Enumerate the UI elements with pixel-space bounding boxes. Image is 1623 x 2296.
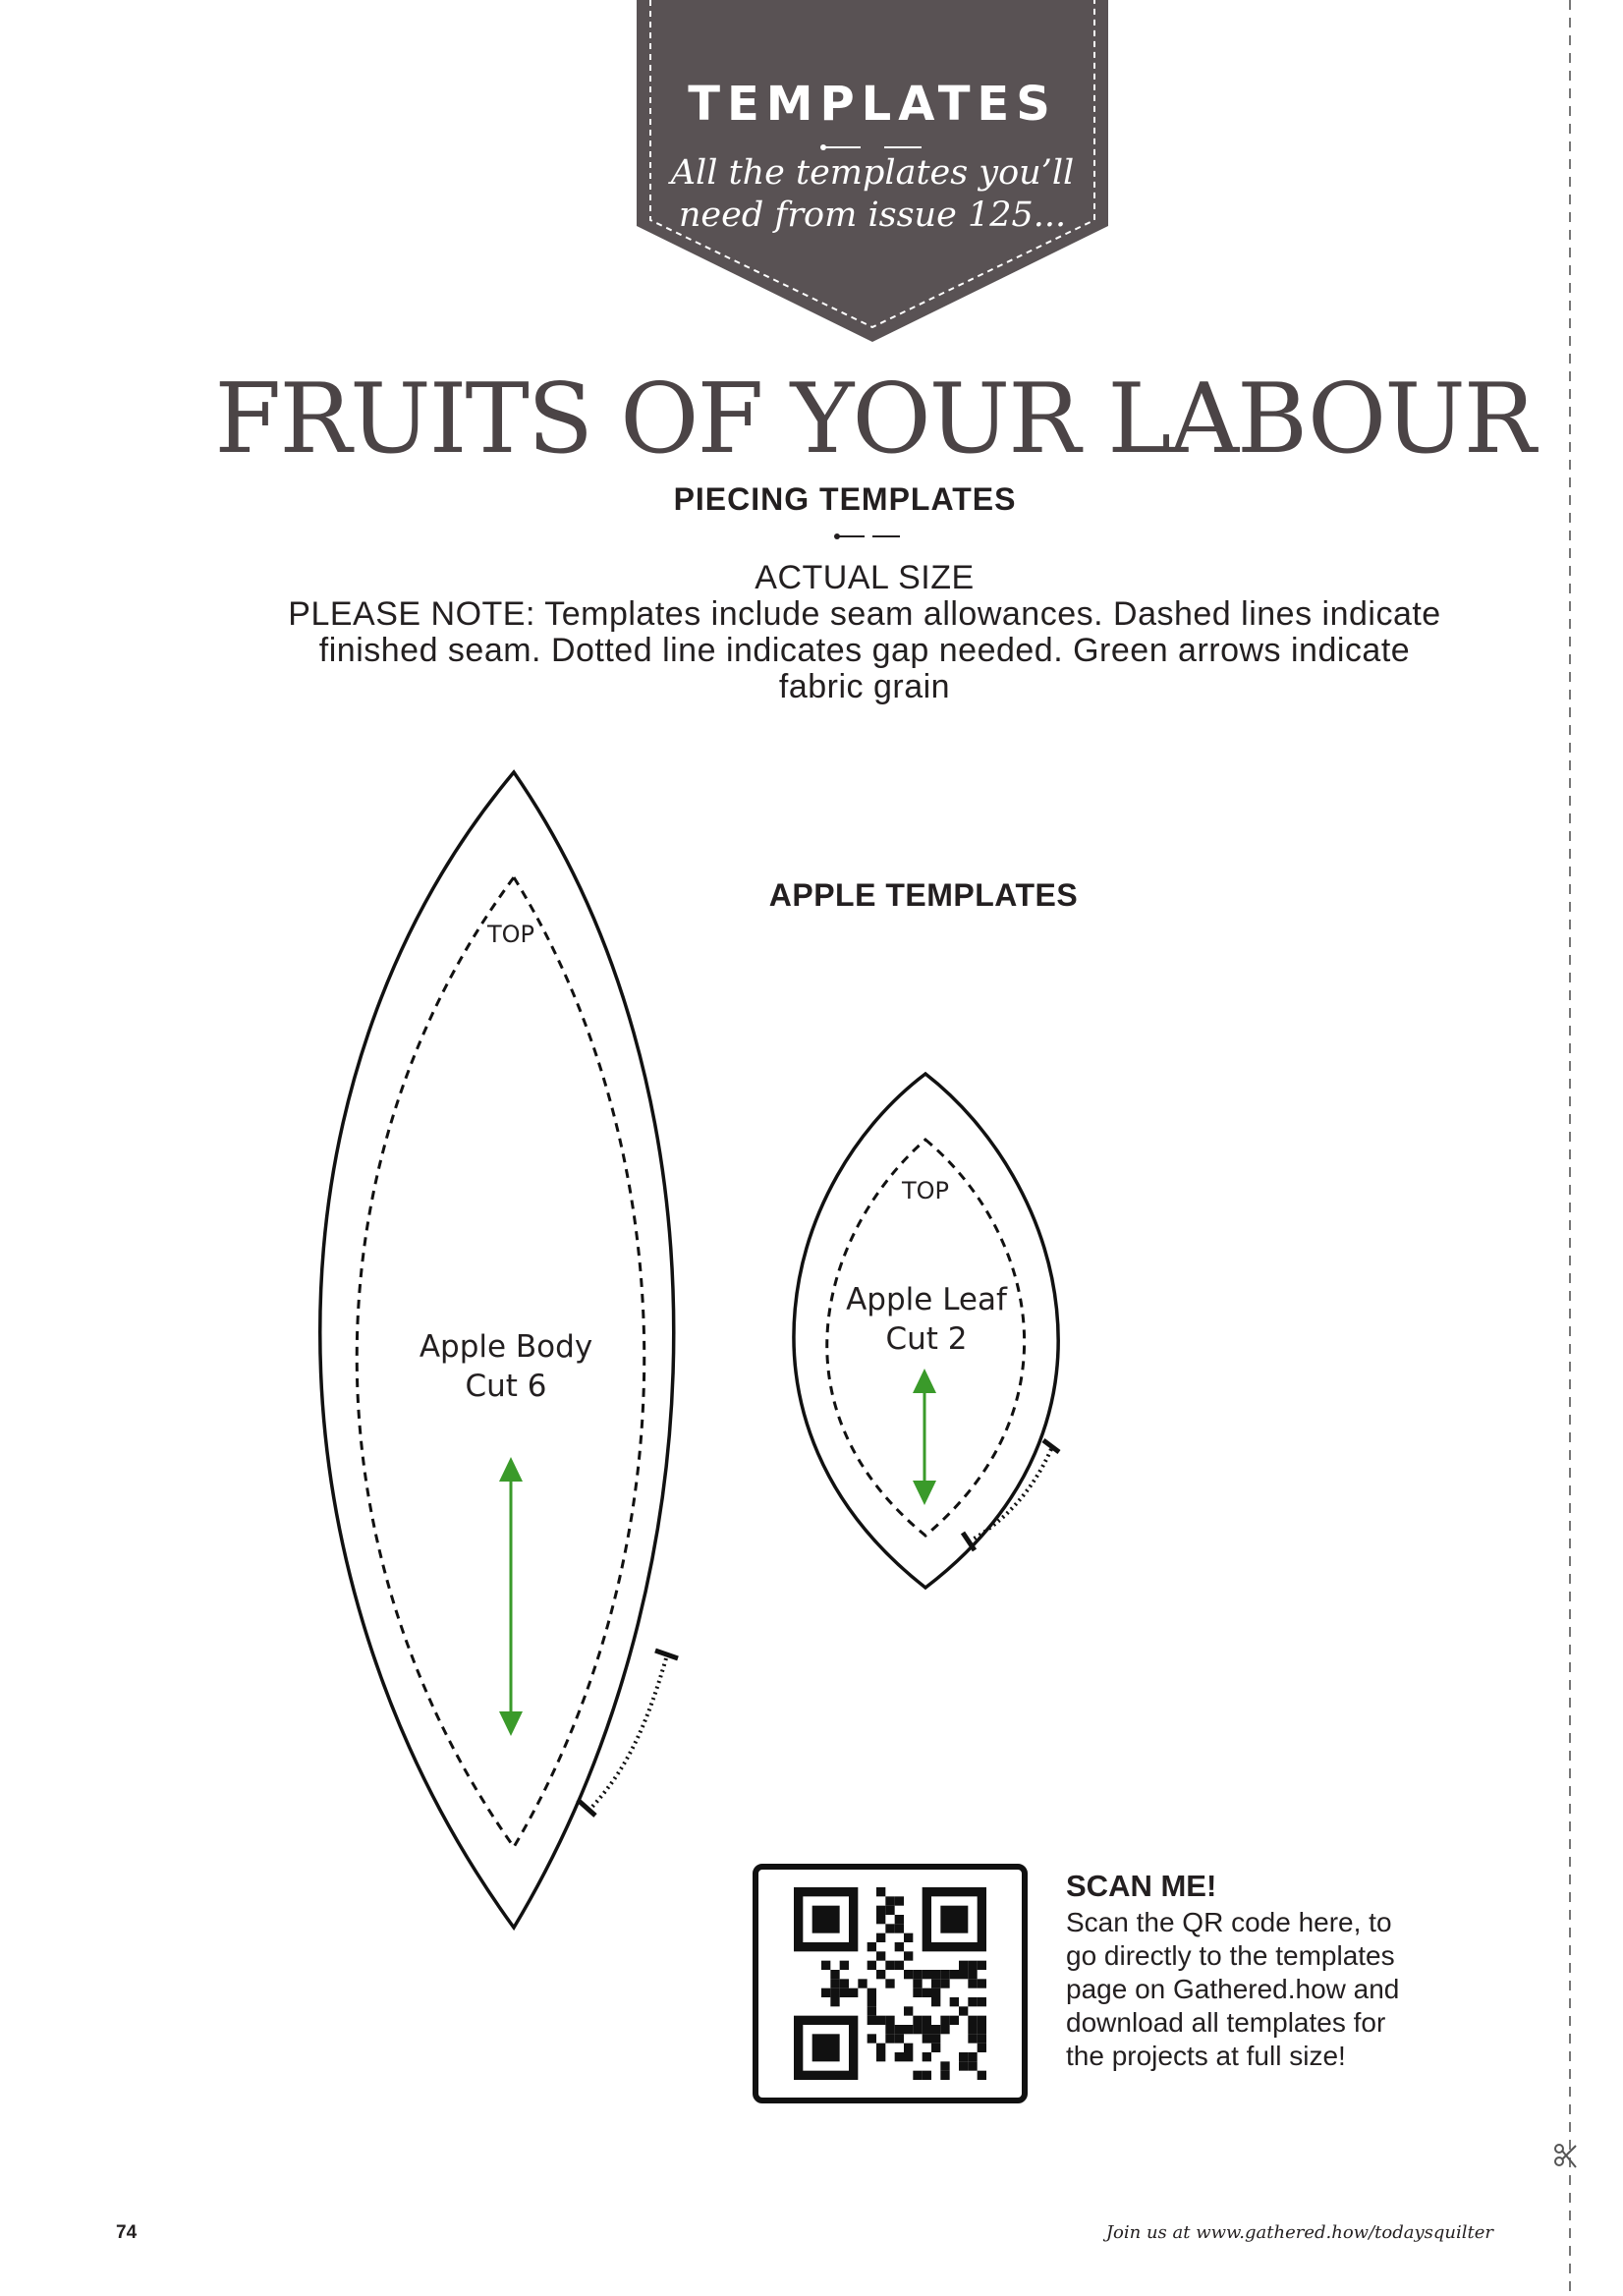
scan-me-line-5: the projects at full size!: [1066, 2041, 1346, 2071]
note-line-2: finished seam. Dotted line indicates gap needed. Green arrows indicate: [318, 632, 1411, 669]
apple-leaf-template: [794, 1074, 1059, 1588]
footer-url[interactable]: Join us at www.gathered.how/todaysquilter: [1105, 2222, 1493, 2243]
apple-body-top-label: TOP: [486, 921, 535, 948]
apple-body-gap-end: [578, 1800, 595, 1816]
banner-subtitle-line-2: need from issue 125...: [678, 196, 1067, 235]
apple-body-gap-start: [655, 1651, 678, 1658]
apple-leaf-name: Apple Leaf: [846, 1282, 1007, 1317]
apple-leaf-arrow-down: [913, 1481, 936, 1505]
scissors-icon: [1555, 2145, 1576, 2167]
banner-subtitle-line-1: All the templates you’ll: [670, 153, 1075, 193]
qr-code[interactable]: [753, 1864, 1028, 2103]
apple-body-name: Apple Body: [419, 1329, 593, 1365]
page-number: 74: [116, 2222, 138, 2243]
section-label: PIECING TEMPLATES: [673, 481, 1017, 517]
apple-body-arrow-down: [499, 1711, 523, 1736]
qr-code-pattern: [788, 1887, 992, 2080]
apple-body-arrow-up: [499, 1457, 523, 1482]
apple-leaf-arrow-up: [913, 1369, 936, 1393]
apple-leaf-cut: Cut 2: [885, 1321, 968, 1357]
scan-me-text: [1066, 1906, 1479, 2073]
cut-line: [1554, 0, 1584, 2296]
scan-me-line-4: download all templates for: [1066, 2007, 1386, 2038]
apple-body-cut: Cut 6: [465, 1369, 547, 1404]
note-line-3: fabric grain: [778, 668, 951, 705]
apple-body-gap-dots: [589, 1658, 666, 1810]
apple-leaf-top-label: TOP: [901, 1177, 950, 1204]
scan-me-line-3: page on Gathered.how and: [1066, 1974, 1400, 2004]
actual-size-label: ACTUAL SIZE: [755, 559, 975, 596]
scan-me-line-2: go directly to the templates: [1066, 1940, 1395, 1971]
note-line-1: PLEASE NOTE: Templates include seam allowances. Dashed lines indicate: [288, 595, 1441, 633]
apple-body-template: [320, 772, 678, 1928]
scan-me-line-1: Scan the QR code here, to: [1066, 1907, 1392, 1937]
page-title: FRUITS OF YOUR LABOUR: [214, 364, 1535, 476]
banner-title: TEMPLATES: [688, 77, 1057, 132]
apple-templates-heading: APPLE TEMPLATES: [768, 877, 1079, 913]
scan-me-heading: SCAN ME!: [1066, 1869, 1217, 1903]
